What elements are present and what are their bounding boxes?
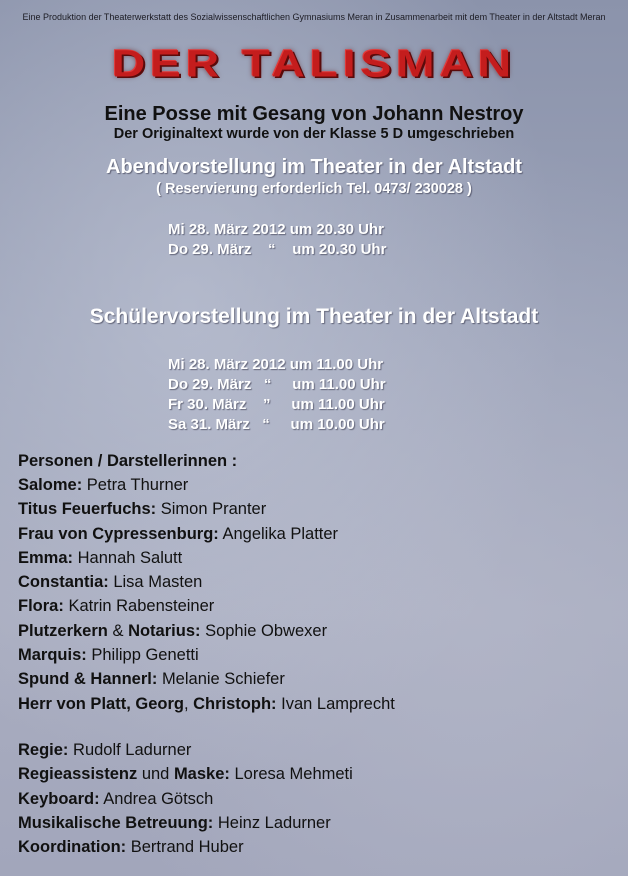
cast-row <box>18 570 618 594</box>
crew-row <box>18 787 618 811</box>
cast-row <box>18 522 618 546</box>
performer-name: Petra Thurner <box>86 476 189 494</box>
performer-name: Katrin Rabensteiner <box>68 597 215 616</box>
performer-name: Simon Pranter <box>160 500 267 519</box>
role-label: Christoph: <box>193 694 277 713</box>
role-label: Koordination: <box>18 838 127 857</box>
cast-row <box>18 667 618 691</box>
role-connector: , <box>183 694 194 713</box>
cast-list <box>18 449 618 716</box>
crew-list <box>18 738 618 859</box>
performer-name: Ivan Lamprecht <box>281 694 395 713</box>
cast-row <box>18 497 618 521</box>
performer-name: Angelika Platter <box>222 524 339 543</box>
cast-row <box>18 473 618 497</box>
cast-heading: Personen / Darstellerinnen : <box>18 452 238 470</box>
evening-date-line: Do 29. März “ um 20.30 Uhr <box>168 241 387 258</box>
performer-name: Bertrand Huber <box>130 838 244 857</box>
performer-name: Hannah Salutt <box>77 548 183 567</box>
role-connector: & <box>107 621 129 640</box>
performer-name: Philipp Genetti <box>91 646 199 665</box>
school-date-line: Do 29. März “ um 11.00 Uhr <box>168 376 386 393</box>
school-date-line: Sa 31. März “ um 10.00 Uhr <box>168 416 385 433</box>
role-label: Regieassistenz <box>18 765 138 784</box>
separator: : <box>76 476 87 494</box>
performer-name: Heinz Ladurner <box>217 813 331 832</box>
role-label: Frau von Cypressenburg: <box>18 524 219 543</box>
crew-row <box>18 835 618 859</box>
cast-row <box>18 594 618 618</box>
performer-name: Melanie Schiefer <box>161 670 285 689</box>
role-label: Marquis: <box>18 646 87 665</box>
role-label: Keyboard: <box>18 789 100 808</box>
subtitle-author: Eine Posse mit Gesang von Johann Nestroy <box>104 103 524 125</box>
role-label: Regie: <box>18 741 69 759</box>
crew-row <box>18 738 618 762</box>
role-label: Spund & Hannerl: <box>18 670 158 689</box>
cast-row <box>18 692 618 716</box>
subtitle-adaptation: Der Originaltext wurde von der Klasse 5 D umgeschrieben <box>113 126 515 142</box>
performer-name: Lisa Masten <box>113 573 203 592</box>
performer-name: Andrea Götsch <box>103 789 214 808</box>
cast-row <box>18 619 618 643</box>
role-label: Constantia: <box>18 573 109 592</box>
evening-performance-heading: Abendvorstellung im Theater in der Altstadt <box>106 156 522 178</box>
school-date-line: Mi 28. März 2012 um 11.00 Uhr <box>168 356 384 373</box>
role-label: Maske: <box>173 765 230 784</box>
crew-row <box>18 762 618 786</box>
play-title-logo: DER TALISMAN <box>111 42 517 85</box>
performer-name: Rudolf Ladurner <box>73 741 192 759</box>
production-credit: Eine Produktion der Theaterwerkstatt des Sozialwissenschaftlichen Gymnasiums Meran in Zusammenarbeit mit dem Theater in der Altstadt Meran <box>22 12 606 22</box>
role-label: Musikalische Betreuung: <box>18 813 214 832</box>
evening-dates <box>168 220 468 260</box>
role-label: Titus Feuerfuchs: <box>18 500 157 519</box>
role-label: Plutzerkern <box>18 621 108 640</box>
reservation-note: ( Reservierung erforderlich Tel. 0473/ 230028 ) <box>156 181 472 197</box>
cast-row <box>18 546 618 570</box>
role-label: Emma: <box>18 548 74 567</box>
performer-name: Loresa Mehmeti <box>234 765 353 784</box>
school-performance-heading: Schülervorstellung im Theater in der Altstadt <box>89 305 539 328</box>
school-dates <box>168 355 468 435</box>
role-label: Notarius: <box>128 621 201 640</box>
performer-name: Sophie Obwexer <box>205 621 328 640</box>
evening-date-line: Mi 28. März 2012 um 20.30 Uhr <box>168 221 384 238</box>
role-label: Flora: <box>18 597 64 616</box>
role-connector: und <box>137 765 174 784</box>
cast-row <box>18 643 618 667</box>
role-label: Herr von Platt, Georg <box>18 694 184 713</box>
role-label: Salome <box>18 476 77 494</box>
school-date-line: Fr 30. März ” um 11.00 Uhr <box>168 396 385 413</box>
crew-row <box>18 811 618 835</box>
